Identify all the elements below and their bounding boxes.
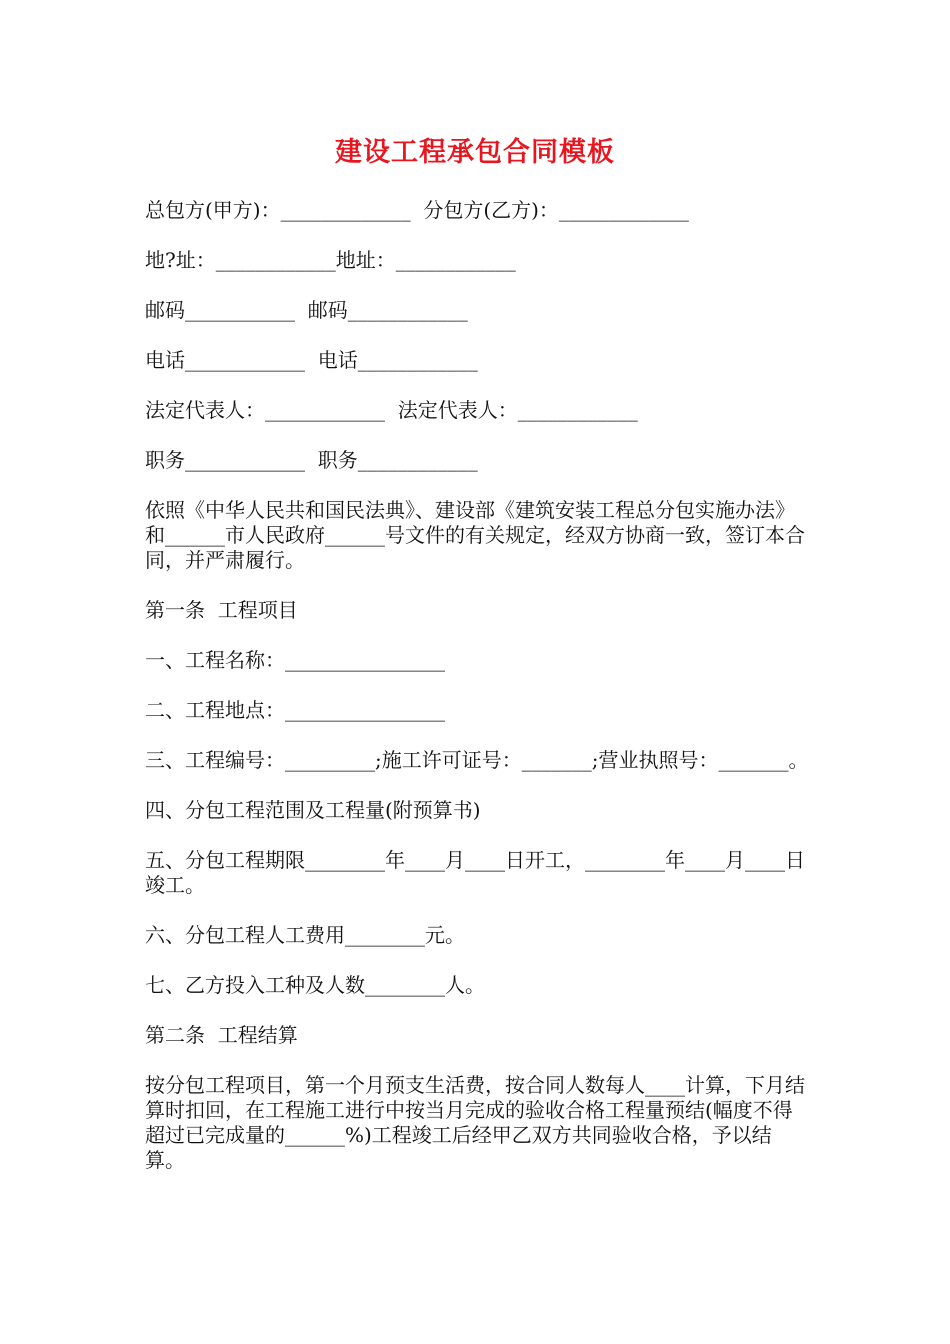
party-names-line: 总包方(甲方)：_____________ 分包方(乙方)：_____________: [145, 198, 689, 222]
address-line: 地?址：____________地址：____________: [145, 248, 516, 272]
document-body: [145, 198, 810, 1198]
project-number-line: 三、工程编号：_________;施工许可证号：_______;营业执照号：_______。: [145, 748, 809, 772]
period-line: 五、分包工程期限________年____月____日开工，________年____月____日竣工。: [145, 848, 805, 897]
legal-representative-line: 法定代表人：____________ 法定代表人：____________: [145, 398, 638, 422]
scope-line: 四、分包工程范围及工程量(附预算书): [145, 798, 481, 822]
document-title: 建设工程承包合同模板: [335, 137, 615, 168]
project-name-line: 一、工程名称：________________: [145, 648, 445, 672]
position-line: 职务____________ 职务____________: [145, 448, 478, 472]
article-one-heading: 第一条 工程项目: [145, 598, 298, 622]
project-location-line: 二、工程地点：________________: [145, 698, 445, 722]
postcode-line: 邮码___________ 邮码____________: [145, 298, 468, 322]
workers-line: 七、乙方投入工种及人数________人。: [145, 973, 485, 997]
labor-cost-line: 六、分包工程人工费用________元。: [145, 923, 465, 947]
settlement-paragraph: 按分包工程项目，第一个月预支生活费，按合同人数每人____计算，下月结算时扣回，在工程施工进行中按当月完成的验收合格工程量预结(幅度不得超过已完成量的______%)工程竣工后经甲乙双方共同验收合格，予以结算。: [145, 1073, 805, 1172]
phone-line: 电话____________ 电话____________: [145, 348, 478, 372]
preamble-paragraph: 依照《中华人民共和国民法典》、建设部《建筑安装工程总分包实施办法》和______市人民政府______号文件的有关规定，经双方协商一致，签订本合同，并严肃履行。: [145, 498, 805, 572]
article-two-heading: 第二条 工程结算: [145, 1023, 298, 1047]
